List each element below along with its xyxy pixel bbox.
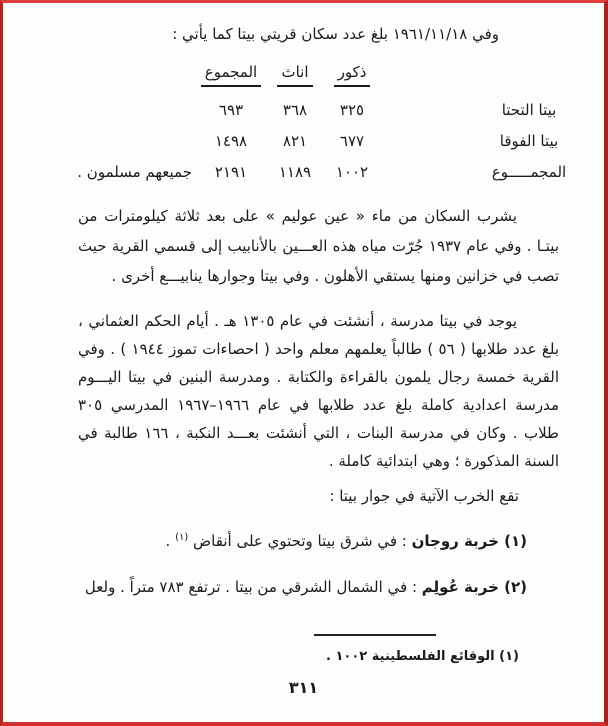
- khirab-item-aulim: [63, 576, 527, 598]
- row-label: بيتا التحتا: [501, 101, 557, 119]
- table-header-row: [3, 63, 604, 87]
- khirab-item-rujan: [63, 527, 527, 552]
- khirab-name: (٢) خربة عُولِم: [421, 578, 527, 596]
- footnote-reference-mark: (١): [175, 532, 189, 543]
- population-table: [3, 63, 604, 181]
- cell-males: ٦٧٧: [339, 132, 365, 150]
- table-row: [3, 101, 604, 119]
- table-row-total: [3, 163, 604, 181]
- row-label: بيتا الفوقا: [499, 132, 559, 150]
- cell-females: ٣٦٨: [282, 101, 308, 119]
- footnote: (١) الوقائع الفلسطينية ١٠٠٢ .: [326, 649, 519, 664]
- paragraph-schools: يوجد في بيتا مدرسة ، أنشئت في عام ١٣٠٥ هـ . أيام الحكم العثماني ، بلغ عدد طلابها ( ٥٦ ) طالباً يعلمهم معلم واحد ( احصاءات تموز ١٩٤٤ ) . وفي القرية خمسة رجال يلمون بالقراءة والكتابة . ومدرسة البنين في بيتا اليـــوم مدرسة اعدادية كاملة بلغ عدد طلابها في عام ١٩٦٦–١٩٦٧ المدرسي ٣٠٥ طلاب . وكان في مدرسة البنات ، التي أنشئت بعـــد النكبة ، ١٦٦ طالبة في السنة المذكورة ؛ وهي ابتدائية كاملة .: [78, 312, 560, 470]
- khirab-text: : في شرق بيتا وتحتوي على أنقاض: [188, 532, 412, 550]
- column-header-males: ذكور: [334, 63, 371, 87]
- khirab-section-heading: تقع الخرب الآتية في جوار بيتا :: [329, 487, 519, 505]
- footnote-divider: [314, 634, 436, 636]
- column-header-females: اناث: [277, 63, 312, 87]
- cell-males: ١٠٠٢: [335, 163, 369, 181]
- cell-total: ٦٩٣: [218, 101, 244, 119]
- intro-line: وفي ١٩٦١/١١/١٨ بلغ عدد سكان قريتي بيتا كما يأتي :: [172, 25, 499, 43]
- cell-total: ٢١٩١: [214, 163, 248, 181]
- cell-males: ٣٢٥: [339, 101, 365, 119]
- cell-total-note: جميعهم مسلمون .: [77, 163, 192, 181]
- page-number: ٣١١: [288, 678, 319, 697]
- cell-females: ١١٨٩: [278, 163, 312, 181]
- paragraph-water: يشرب السكان من ماء « عين عوليم » على بعد ثلاثة كيلومترات من بيتـا . وفي عام ١٩٣٧ جُرّت مياه هذه العـــين بالأنابيب إلى قسمي القرية حيث تصب في خزانين ومنها يستقي الأهلون . وفي بيتا وجوارها ينابيـــع أخرى .: [78, 207, 560, 285]
- cell-total: ١٤٩٨: [214, 132, 248, 150]
- row-label: المجمـــــوع: [491, 163, 567, 181]
- khirab-text: : في الشمال الشرقي من بيتا . ترتفع ٧٨٣ متراً . ولعل: [84, 578, 422, 596]
- table-row: [3, 132, 604, 150]
- column-header-total: المجموع: [201, 63, 261, 87]
- khirab-text-tail: .: [165, 532, 176, 550]
- cell-females: ٨٢١: [282, 132, 308, 150]
- khirab-name: (١) خربة روجان: [411, 532, 527, 550]
